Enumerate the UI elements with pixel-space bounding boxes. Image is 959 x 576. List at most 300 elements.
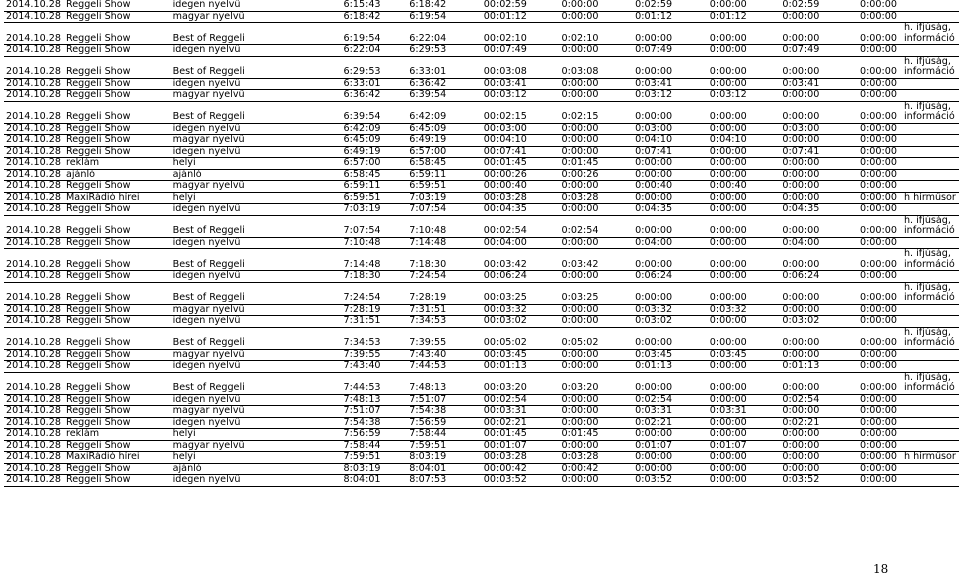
table-row xyxy=(4,361,959,373)
cell-duration-a: 0:03:28 xyxy=(530,192,602,204)
cell-duration-a: 0:00:00 xyxy=(530,394,602,406)
cell-duration-e: 0:00:00 xyxy=(822,249,900,271)
cell-note xyxy=(900,204,959,216)
cell-duration-d: 0:02:21 xyxy=(750,417,823,429)
cell-end-time: 7:24:54 xyxy=(384,271,450,283)
cell-start-time: 6:22:04 xyxy=(303,45,384,57)
cell-duration: 00:01:07 xyxy=(449,440,530,452)
cell-duration-b: 0:03:45 xyxy=(602,349,676,361)
cell-start-time: 7:59:51 xyxy=(303,452,384,464)
cell-category: idegen nyelvű xyxy=(171,361,303,373)
table-row xyxy=(4,429,959,441)
cell-date: 2014.10.28 xyxy=(4,316,64,328)
cell-program: Reggeli Show xyxy=(64,475,171,487)
cell-duration-b: 0:00:00 xyxy=(602,23,676,45)
cell-note xyxy=(900,90,959,102)
cell-start-time: 7:58:44 xyxy=(303,440,384,452)
table-row xyxy=(4,123,959,135)
cell-category: magyar nyelvű xyxy=(171,406,303,418)
cell-duration: 00:01:12 xyxy=(449,11,530,23)
cell-duration-a: 0:00:00 xyxy=(530,304,602,316)
cell-date: 2014.10.28 xyxy=(4,90,64,102)
cell-end-time: 7:31:51 xyxy=(384,304,450,316)
cell-duration: 00:03:32 xyxy=(449,304,530,316)
cell-duration-a: 0:00:00 xyxy=(530,316,602,328)
cell-duration-b: 0:01:07 xyxy=(602,440,676,452)
cell-program: Reggeli Show xyxy=(64,440,171,452)
cell-duration-e: 0:00:00 xyxy=(822,135,900,147)
cell-duration-e: 0:00:00 xyxy=(822,192,900,204)
cell-duration-e: 0:00:00 xyxy=(822,327,900,349)
cell-note xyxy=(900,429,959,441)
cell-program: Reggeli Show xyxy=(64,23,171,45)
table-row xyxy=(4,192,959,204)
cell-program: Reggeli Show xyxy=(64,304,171,316)
cell-duration-b: 0:03:52 xyxy=(602,475,676,487)
table-row xyxy=(4,204,959,216)
cell-duration-e: 0:00:00 xyxy=(822,406,900,418)
cell-duration-e: 0:00:00 xyxy=(822,45,900,57)
cell-date: 2014.10.28 xyxy=(4,45,64,57)
cell-duration: 00:03:20 xyxy=(449,372,530,394)
cell-duration-b: 0:00:00 xyxy=(602,215,676,237)
cell-start-time: 8:03:19 xyxy=(303,463,384,475)
cell-program: Reggeli Show xyxy=(64,204,171,216)
cell-duration: 00:02:54 xyxy=(449,215,530,237)
cell-note xyxy=(900,0,959,11)
cell-program: MaxiRádió hírei xyxy=(64,452,171,464)
cell-end-time: 7:28:19 xyxy=(384,282,450,304)
cell-duration-c: 0:00:00 xyxy=(675,417,750,429)
cell-duration-d: 0:04:35 xyxy=(750,204,823,216)
cell-duration-a: 0:01:45 xyxy=(530,429,602,441)
table-row xyxy=(4,135,959,147)
cell-start-time: 7:48:13 xyxy=(303,394,384,406)
cell-duration-d: 0:00:00 xyxy=(750,406,823,418)
cell-program: Reggeli Show xyxy=(64,372,171,394)
cell-program: Reggeli Show xyxy=(64,249,171,271)
cell-date: 2014.10.28 xyxy=(4,349,64,361)
cell-date: 2014.10.28 xyxy=(4,271,64,283)
cell-duration-b: 0:03:32 xyxy=(602,304,676,316)
cell-program: Reggeli Show xyxy=(64,90,171,102)
broadcast-log-table xyxy=(4,0,959,487)
cell-duration-c: 0:00:00 xyxy=(675,56,750,78)
cell-date: 2014.10.28 xyxy=(4,282,64,304)
cell-start-time: 6:36:42 xyxy=(303,90,384,102)
cell-duration-e: 0:00:00 xyxy=(822,90,900,102)
cell-duration-b: 0:02:21 xyxy=(602,417,676,429)
cell-date: 2014.10.28 xyxy=(4,249,64,271)
cell-duration-e: 0:00:00 xyxy=(822,417,900,429)
cell-category: idegen nyelvű xyxy=(171,394,303,406)
cell-note xyxy=(900,406,959,418)
cell-category: idegen nyelvű xyxy=(171,204,303,216)
cell-note xyxy=(900,237,959,249)
cell-date: 2014.10.28 xyxy=(4,158,64,170)
cell-duration-a: 0:00:00 xyxy=(530,475,602,487)
cell-program: Reggeli Show xyxy=(64,11,171,23)
table-row xyxy=(4,271,959,283)
table-row xyxy=(4,158,959,170)
cell-duration-a: 0:03:28 xyxy=(530,452,602,464)
cell-category: idegen nyelvű xyxy=(171,123,303,135)
cell-note: h. ifjúság, információ xyxy=(900,372,959,394)
cell-duration-e: 0:00:00 xyxy=(822,361,900,373)
cell-duration-e: 0:00:00 xyxy=(822,215,900,237)
cell-program: Reggeli Show xyxy=(64,361,171,373)
cell-duration-e: 0:00:00 xyxy=(822,475,900,487)
cell-duration-c: 0:04:10 xyxy=(675,135,750,147)
cell-end-time: 7:44:53 xyxy=(384,361,450,373)
table-row xyxy=(4,78,959,90)
cell-start-time: 6:33:01 xyxy=(303,78,384,90)
cell-duration-a: 0:00:00 xyxy=(530,45,602,57)
cell-duration-b: 0:01:12 xyxy=(602,11,676,23)
cell-end-time: 7:58:44 xyxy=(384,429,450,441)
cell-duration-c: 0:00:00 xyxy=(675,394,750,406)
cell-duration-c: 0:00:00 xyxy=(675,192,750,204)
cell-start-time: 7:54:38 xyxy=(303,417,384,429)
page-number: 18 xyxy=(873,562,889,576)
table-row xyxy=(4,169,959,181)
cell-duration-c: 0:00:00 xyxy=(675,146,750,158)
cell-duration: 00:03:28 xyxy=(449,192,530,204)
cell-duration-c: 0:00:00 xyxy=(675,316,750,328)
cell-note: h. ifjúság, információ xyxy=(900,215,959,237)
cell-duration-e: 0:00:00 xyxy=(822,316,900,328)
cell-duration: 00:03:45 xyxy=(449,349,530,361)
cell-date: 2014.10.28 xyxy=(4,215,64,237)
cell-duration-d: 0:03:02 xyxy=(750,316,823,328)
cell-duration-b: 0:00:00 xyxy=(602,169,676,181)
cell-end-time: 8:04:01 xyxy=(384,463,450,475)
cell-duration-c: 0:00:00 xyxy=(675,123,750,135)
cell-duration-d: 0:02:59 xyxy=(750,0,823,11)
cell-duration-e: 0:00:00 xyxy=(822,237,900,249)
cell-duration-a: 0:00:00 xyxy=(530,361,602,373)
cell-note xyxy=(900,475,959,487)
table-row xyxy=(4,463,959,475)
cell-duration-d: 0:00:00 xyxy=(750,440,823,452)
cell-program: Reggeli Show xyxy=(64,0,171,11)
table-row xyxy=(4,475,959,487)
cell-duration-b: 0:00:00 xyxy=(602,249,676,271)
cell-duration-c: 0:00:00 xyxy=(675,452,750,464)
cell-start-time: 6:15:43 xyxy=(303,0,384,11)
cell-note: h hírműsor xyxy=(900,452,959,464)
cell-duration-d: 0:00:00 xyxy=(750,327,823,349)
cell-duration-e: 0:00:00 xyxy=(822,101,900,123)
cell-end-time: 8:03:19 xyxy=(384,452,450,464)
cell-start-time: 7:34:53 xyxy=(303,327,384,349)
cell-program: Reggeli Show xyxy=(64,215,171,237)
cell-duration: 00:03:41 xyxy=(449,78,530,90)
cell-end-time: 6:18:42 xyxy=(384,0,450,11)
cell-duration-e: 0:00:00 xyxy=(822,204,900,216)
cell-program: Reggeli Show xyxy=(64,316,171,328)
cell-date: 2014.10.28 xyxy=(4,192,64,204)
cell-duration-a: 0:00:00 xyxy=(530,271,602,283)
cell-duration-b: 0:00:00 xyxy=(602,452,676,464)
cell-duration: 00:03:28 xyxy=(449,452,530,464)
cell-duration-d: 0:00:00 xyxy=(750,282,823,304)
table-row xyxy=(4,406,959,418)
table-row xyxy=(4,349,959,361)
cell-category: idegen nyelvű xyxy=(171,78,303,90)
cell-duration-b: 0:00:00 xyxy=(602,192,676,204)
cell-start-time: 7:43:40 xyxy=(303,361,384,373)
cell-duration-d: 0:00:00 xyxy=(750,135,823,147)
cell-start-time: 6:59:11 xyxy=(303,181,384,193)
cell-date: 2014.10.28 xyxy=(4,463,64,475)
cell-date: 2014.10.28 xyxy=(4,204,64,216)
cell-note xyxy=(900,271,959,283)
cell-duration-a: 0:00:00 xyxy=(530,204,602,216)
cell-duration-a: 0:00:00 xyxy=(530,146,602,158)
cell-duration-c: 0:00:00 xyxy=(675,372,750,394)
cell-duration-d: 0:02:54 xyxy=(750,394,823,406)
cell-duration-e: 0:00:00 xyxy=(822,271,900,283)
cell-program: Reggeli Show xyxy=(64,271,171,283)
cell-category: magyar nyelvű xyxy=(171,90,303,102)
table-row xyxy=(4,316,959,328)
cell-note xyxy=(900,440,959,452)
cell-duration-d: 0:01:13 xyxy=(750,361,823,373)
cell-duration: 00:02:59 xyxy=(449,0,530,11)
cell-date: 2014.10.28 xyxy=(4,372,64,394)
cell-duration: 00:03:02 xyxy=(449,316,530,328)
cell-note xyxy=(900,361,959,373)
cell-start-time: 6:49:19 xyxy=(303,146,384,158)
cell-duration-c: 0:00:00 xyxy=(675,475,750,487)
table-row xyxy=(4,0,959,11)
cell-program: Reggeli Show xyxy=(64,327,171,349)
cell-program: MaxiRádió hírei xyxy=(64,192,171,204)
cell-note: h. ifjúság, információ xyxy=(900,23,959,45)
cell-duration-d: 0:00:00 xyxy=(750,11,823,23)
cell-category: magyar nyelvű xyxy=(171,135,303,147)
cell-program: Reggeli Show xyxy=(64,181,171,193)
table-row xyxy=(4,11,959,23)
cell-duration-a: 0:01:45 xyxy=(530,158,602,170)
cell-duration-d: 0:00:00 xyxy=(750,192,823,204)
cell-end-time: 6:29:53 xyxy=(384,45,450,57)
cell-duration-b: 0:04:10 xyxy=(602,135,676,147)
cell-category: magyar nyelvű xyxy=(171,440,303,452)
cell-duration: 00:03:08 xyxy=(449,56,530,78)
cell-duration-e: 0:00:00 xyxy=(822,169,900,181)
cell-duration: 00:02:10 xyxy=(449,23,530,45)
cell-category: Best of Reggeli xyxy=(171,282,303,304)
cell-duration-e: 0:00:00 xyxy=(822,158,900,170)
cell-duration-e: 0:00:00 xyxy=(822,463,900,475)
cell-start-time: 7:18:30 xyxy=(303,271,384,283)
cell-duration-d: 0:00:00 xyxy=(750,101,823,123)
cell-duration-d: 0:00:00 xyxy=(750,215,823,237)
cell-duration-b: 0:03:12 xyxy=(602,90,676,102)
cell-duration-b: 0:00:00 xyxy=(602,101,676,123)
table-row xyxy=(4,249,959,271)
cell-duration-b: 0:00:00 xyxy=(602,463,676,475)
cell-duration-c: 0:03:45 xyxy=(675,349,750,361)
cell-duration-e: 0:00:00 xyxy=(822,146,900,158)
cell-category: magyar nyelvű xyxy=(171,304,303,316)
table-row xyxy=(4,394,959,406)
cell-program: Reggeli Show xyxy=(64,123,171,135)
cell-duration-e: 0:00:00 xyxy=(822,349,900,361)
cell-end-time: 7:48:13 xyxy=(384,372,450,394)
cell-category: helyi xyxy=(171,158,303,170)
cell-date: 2014.10.28 xyxy=(4,135,64,147)
cell-date: 2014.10.28 xyxy=(4,0,64,11)
table-row xyxy=(4,440,959,452)
cell-start-time: 6:42:09 xyxy=(303,123,384,135)
cell-duration-c: 0:00:00 xyxy=(675,271,750,283)
cell-note xyxy=(900,304,959,316)
cell-duration-d: 0:04:00 xyxy=(750,237,823,249)
cell-duration-b: 0:03:02 xyxy=(602,316,676,328)
cell-duration-c: 0:03:32 xyxy=(675,304,750,316)
cell-start-time: 6:58:45 xyxy=(303,169,384,181)
cell-end-time: 6:36:42 xyxy=(384,78,450,90)
cell-duration-b: 0:00:00 xyxy=(602,327,676,349)
cell-duration-e: 0:00:00 xyxy=(822,181,900,193)
cell-duration-d: 0:03:52 xyxy=(750,475,823,487)
cell-start-time: 7:10:48 xyxy=(303,237,384,249)
cell-start-time: 7:39:55 xyxy=(303,349,384,361)
cell-start-time: 6:45:09 xyxy=(303,135,384,147)
cell-start-time: 7:24:54 xyxy=(303,282,384,304)
cell-duration-e: 0:00:00 xyxy=(822,78,900,90)
cell-duration-e: 0:00:00 xyxy=(822,123,900,135)
cell-program: Reggeli Show xyxy=(64,237,171,249)
table-row xyxy=(4,417,959,429)
cell-duration-c: 0:00:00 xyxy=(675,0,750,11)
cell-duration-d: 0:00:00 xyxy=(750,304,823,316)
table-body xyxy=(4,0,959,486)
cell-duration: 00:01:13 xyxy=(449,361,530,373)
cell-duration-b: 0:00:00 xyxy=(602,372,676,394)
cell-duration: 00:03:52 xyxy=(449,475,530,487)
cell-category: idegen nyelvű xyxy=(171,237,303,249)
cell-duration-b: 0:07:41 xyxy=(602,146,676,158)
cell-category: idegen nyelvű xyxy=(171,45,303,57)
cell-duration-e: 0:00:00 xyxy=(822,429,900,441)
cell-duration-b: 0:00:00 xyxy=(602,429,676,441)
table-row xyxy=(4,452,959,464)
cell-category: Best of Reggeli xyxy=(171,101,303,123)
cell-duration-e: 0:00:00 xyxy=(822,440,900,452)
cell-program: ajánló xyxy=(64,169,171,181)
cell-note xyxy=(900,123,959,135)
cell-duration-a: 0:02:15 xyxy=(530,101,602,123)
cell-end-time: 7:34:53 xyxy=(384,316,450,328)
cell-start-time: 6:57:00 xyxy=(303,158,384,170)
cell-duration-c: 0:00:00 xyxy=(675,78,750,90)
cell-duration-c: 0:01:07 xyxy=(675,440,750,452)
table-row xyxy=(4,372,959,394)
cell-end-time: 8:07:53 xyxy=(384,475,450,487)
cell-program: Reggeli Show xyxy=(64,56,171,78)
cell-duration-d: 0:03:00 xyxy=(750,123,823,135)
cell-program: Reggeli Show xyxy=(64,282,171,304)
cell-duration-d: 0:07:41 xyxy=(750,146,823,158)
cell-duration: 00:00:40 xyxy=(449,181,530,193)
cell-end-time: 7:03:19 xyxy=(384,192,450,204)
table-row xyxy=(4,56,959,78)
table-row xyxy=(4,101,959,123)
cell-date: 2014.10.28 xyxy=(4,123,64,135)
cell-duration: 00:04:10 xyxy=(449,135,530,147)
cell-program: Reggeli Show xyxy=(64,78,171,90)
cell-duration-a: 0:00:00 xyxy=(530,349,602,361)
cell-note xyxy=(900,11,959,23)
cell-duration-d: 0:00:00 xyxy=(750,90,823,102)
cell-duration-c: 0:00:00 xyxy=(675,101,750,123)
cell-duration-d: 0:03:41 xyxy=(750,78,823,90)
table-row xyxy=(4,327,959,349)
cell-duration-c: 0:00:00 xyxy=(675,158,750,170)
cell-duration-d: 0:00:00 xyxy=(750,181,823,193)
cell-date: 2014.10.28 xyxy=(4,78,64,90)
cell-duration: 00:04:35 xyxy=(449,204,530,216)
cell-duration-c: 0:00:00 xyxy=(675,282,750,304)
cell-date: 2014.10.28 xyxy=(4,452,64,464)
cell-duration-c: 0:00:00 xyxy=(675,327,750,349)
table-row xyxy=(4,45,959,57)
cell-start-time: 6:39:54 xyxy=(303,101,384,123)
cell-start-time: 7:51:07 xyxy=(303,406,384,418)
cell-duration-a: 0:00:00 xyxy=(530,237,602,249)
cell-start-time: 8:04:01 xyxy=(303,475,384,487)
cell-duration-d: 0:00:00 xyxy=(750,158,823,170)
cell-start-time: 7:14:48 xyxy=(303,249,384,271)
cell-date: 2014.10.28 xyxy=(4,361,64,373)
cell-note xyxy=(900,169,959,181)
cell-duration-a: 0:00:00 xyxy=(530,135,602,147)
cell-end-time: 7:10:48 xyxy=(384,215,450,237)
cell-duration-c: 0:00:00 xyxy=(675,237,750,249)
cell-program: Reggeli Show xyxy=(64,394,171,406)
cell-duration: 00:03:25 xyxy=(449,282,530,304)
cell-program: Reggeli Show xyxy=(64,349,171,361)
cell-end-time: 6:33:01 xyxy=(384,56,450,78)
cell-duration-a: 0:05:02 xyxy=(530,327,602,349)
cell-duration-a: 0:00:00 xyxy=(530,181,602,193)
cell-end-time: 7:59:51 xyxy=(384,440,450,452)
cell-duration: 00:02:54 xyxy=(449,394,530,406)
cell-category: magyar nyelvű xyxy=(171,349,303,361)
cell-date: 2014.10.28 xyxy=(4,56,64,78)
table-row xyxy=(4,215,959,237)
cell-category: idegen nyelvű xyxy=(171,475,303,487)
cell-note: h. ifjúság, információ xyxy=(900,101,959,123)
cell-date: 2014.10.28 xyxy=(4,394,64,406)
cell-duration-b: 0:04:35 xyxy=(602,204,676,216)
cell-end-time: 7:14:48 xyxy=(384,237,450,249)
cell-duration-c: 0:00:00 xyxy=(675,429,750,441)
cell-end-time: 7:56:59 xyxy=(384,417,450,429)
cell-note xyxy=(900,135,959,147)
cell-date: 2014.10.28 xyxy=(4,429,64,441)
cell-category: ajánló xyxy=(171,169,303,181)
cell-note: h. ifjúság, információ xyxy=(900,327,959,349)
cell-duration-a: 0:00:00 xyxy=(530,90,602,102)
cell-duration-c: 0:03:31 xyxy=(675,406,750,418)
cell-duration-b: 0:06:24 xyxy=(602,271,676,283)
cell-duration-a: 0:00:00 xyxy=(530,11,602,23)
